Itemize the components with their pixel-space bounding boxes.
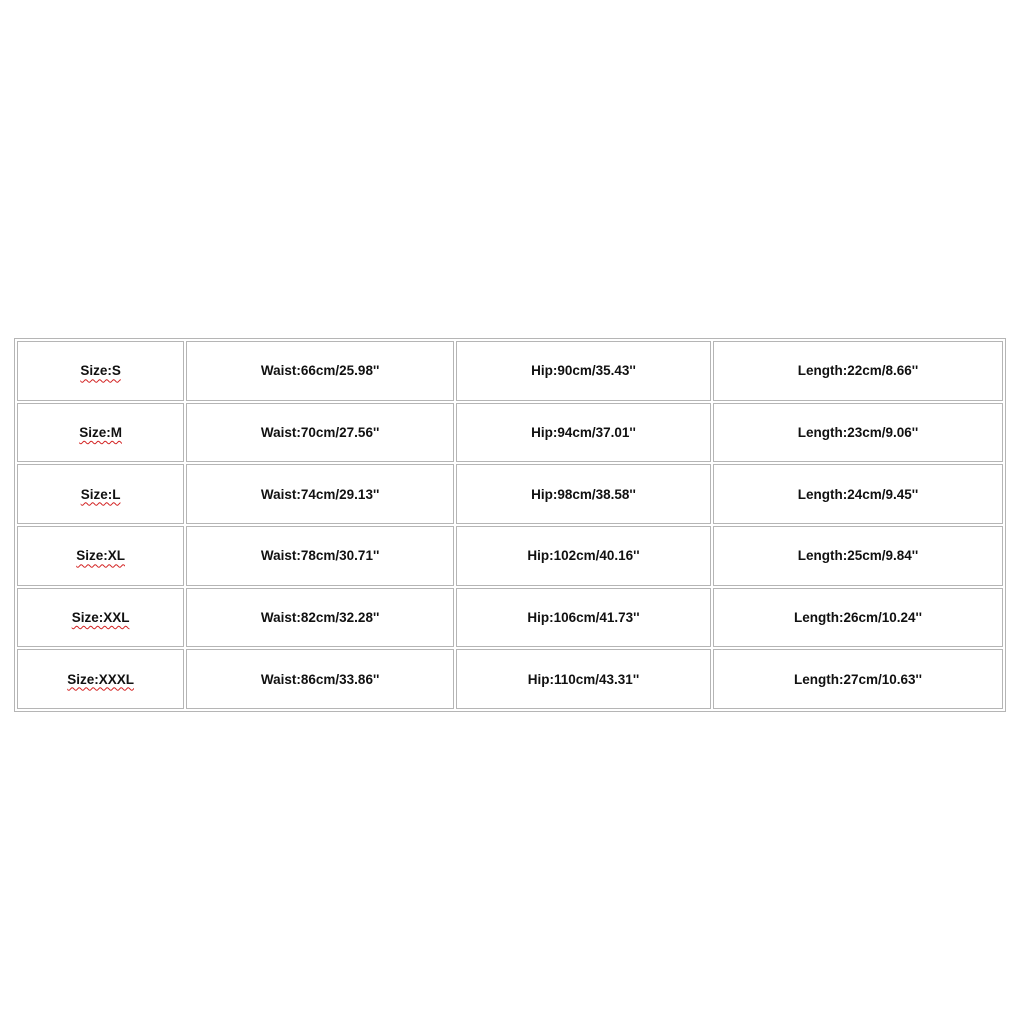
size-label: Size:L — [80, 486, 121, 502]
size-label: Size:XL — [76, 548, 125, 564]
table-row — [17, 341, 1003, 401]
length-cell: Length:23cm/9.06'' — [713, 403, 1003, 463]
waist-cell: Waist:82cm/32.28'' — [186, 588, 454, 648]
size-label: Size:M — [79, 424, 122, 440]
waist-cell: Waist:66cm/25.98'' — [186, 341, 454, 401]
size-cell — [17, 588, 184, 648]
table-row — [17, 526, 1003, 586]
hip-cell: Hip:98cm/38.58'' — [456, 464, 711, 524]
hip-cell: Hip:106cm/41.73'' — [456, 588, 711, 648]
size-cell — [17, 403, 184, 463]
table-row — [17, 464, 1003, 524]
size-cell — [17, 464, 184, 524]
length-cell: Length:25cm/9.84'' — [713, 526, 1003, 586]
length-cell: Length:22cm/8.66'' — [713, 341, 1003, 401]
table-row — [17, 588, 1003, 648]
size-cell — [17, 341, 184, 401]
size-label: Size:XXXL — [67, 671, 134, 687]
size-cell — [17, 649, 184, 709]
length-cell: Length:24cm/9.45'' — [713, 464, 1003, 524]
size-cell — [17, 526, 184, 586]
table-row — [17, 649, 1003, 709]
waist-cell: Waist:74cm/29.13'' — [186, 464, 454, 524]
size-label: Size:XXL — [71, 609, 130, 625]
table-row — [17, 403, 1003, 463]
length-cell: Length:27cm/10.63'' — [713, 649, 1003, 709]
waist-cell: Waist:78cm/30.71'' — [186, 526, 454, 586]
hip-cell: Hip:102cm/40.16'' — [456, 526, 711, 586]
hip-cell: Hip:94cm/37.01'' — [456, 403, 711, 463]
hip-cell: Hip:110cm/43.31'' — [456, 649, 711, 709]
waist-cell: Waist:86cm/33.86'' — [186, 649, 454, 709]
size-label: Size:S — [80, 363, 121, 379]
hip-cell: Hip:90cm/35.43'' — [456, 341, 711, 401]
length-cell: Length:26cm/10.24'' — [713, 588, 1003, 648]
size-chart-table — [14, 338, 1006, 712]
waist-cell: Waist:70cm/27.56'' — [186, 403, 454, 463]
